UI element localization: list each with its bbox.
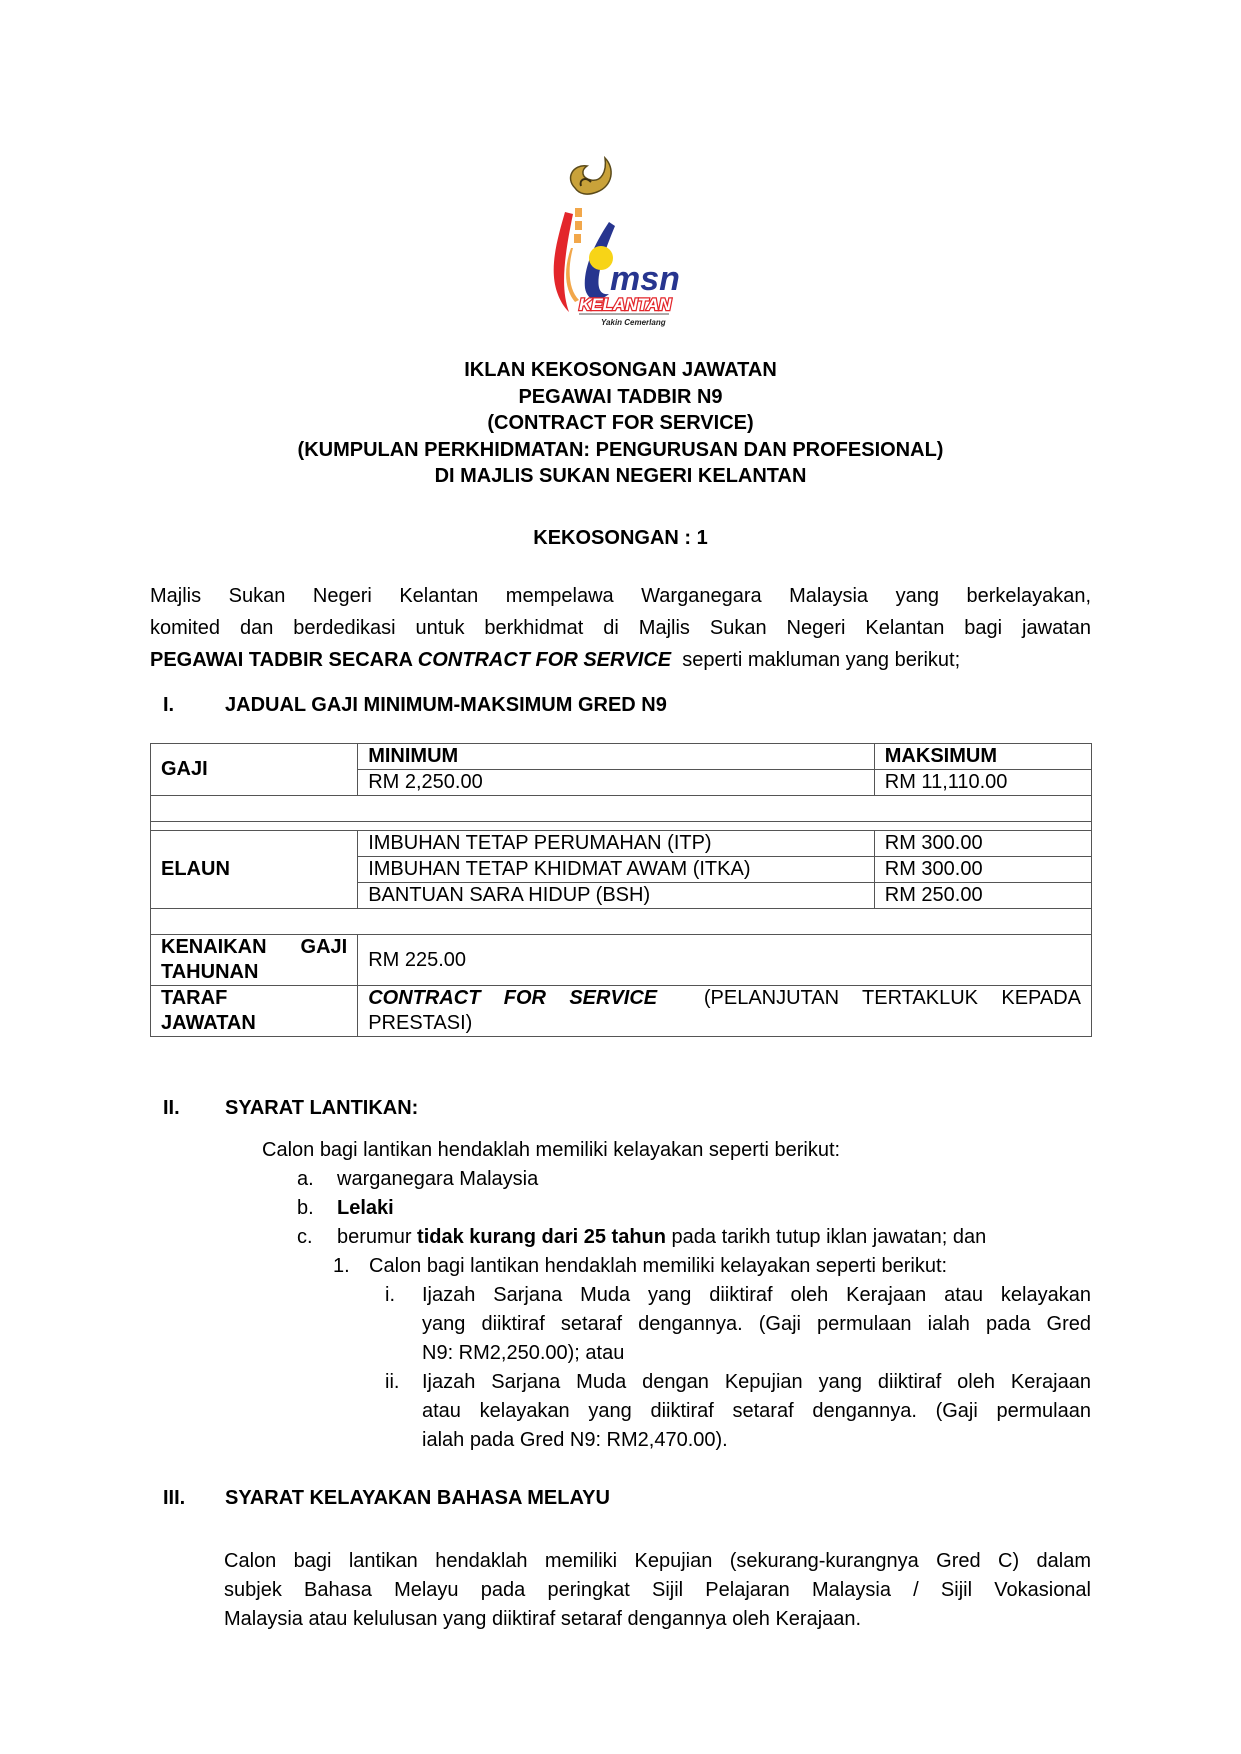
min-value: RM 2,250.00 <box>358 770 875 796</box>
elaun-name: IMBUHAN TETAP PERUMAHAN (ITP) <box>358 831 875 857</box>
taraf-label: TARAF JAWATAN <box>151 986 358 1037</box>
elaun-name: BANTUAN SARA HIDUP (BSH) <box>358 883 875 909</box>
list-item: i. <box>385 1284 395 1306</box>
taraf-value: CONTRACT FOR SERVICE (PELANJUTAN TERTAKLUK KEPADA PRESTASI) <box>358 986 1092 1037</box>
section-title: SYARAT KELAYAKAN BAHASA MELAYU <box>225 1487 610 1509</box>
gaji-label: GAJI <box>151 744 358 796</box>
section-number: III. <box>163 1487 186 1509</box>
list-item: ii. <box>385 1371 400 1393</box>
elaun-value: RM 300.00 <box>874 831 1091 857</box>
intro-bold-italic-text: CONTRACT FOR SERVICE <box>417 649 672 671</box>
intro-line: komited dan berdedikasi untuk berkhidmat di Majlis Sukan Negeri Kelantan bagi jawatan <box>150 617 1091 639</box>
elaun-label: ELAUN <box>151 831 358 909</box>
paragraph-line: Malaysia atau kelulusan yang diiktiraf setaraf dengannya oleh Kerajaan. <box>224 1608 862 1630</box>
max-value: RM 11,110.00 <box>874 770 1091 796</box>
section-title: SYARAT LANTIKAN: <box>225 1097 419 1119</box>
title-line: (KUMPULAN PERKHIDMATAN: PENGURUSAN DAN PROFESIONAL) <box>297 438 944 461</box>
title-line: (CONTRACT FOR SERVICE) <box>487 412 754 434</box>
kenaikan-value: RM 225.00 <box>358 935 1092 986</box>
list-item: b. Lelaki <box>297 1197 394 1219</box>
intro-line: Majlis Sukan Negeri Kelantan mempelawa Warganegara Malaysia yang berkelayakan, <box>150 585 1091 607</box>
list-item: c. berumur tidak kurang dari 25 tahun pada tarikh tutup iklan jawatan; dan <box>297 1226 987 1248</box>
logo-tagline: Yakin Cemerlang <box>601 318 666 327</box>
logo-state: KELANTAN <box>579 295 672 314</box>
section-number: I. <box>163 694 175 716</box>
elaun-value: RM 300.00 <box>874 857 1091 883</box>
elaun-name: IMBUHAN TETAP KHIDMAT AWAM (ITKA) <box>358 857 875 883</box>
title-line: IKLAN KEKOSONGAN JAWATAN <box>464 359 777 381</box>
list-item: a. warganegara Malaysia <box>297 1168 539 1190</box>
title-line: DI MAJLIS SUKAN NEGERI KELANTAN <box>434 465 807 487</box>
qualification-text: Ijazah Sarjana Muda yang diiktiraf oleh Kerajaan atau kelayakan yang diiktiraf setaraf dengannya. (Gaji permulaan ialah pada Gred N9: RM2,250.00); atau <box>422 1284 1091 1364</box>
syarat-intro: Calon bagi lantikan hendaklah memiliki kelayakan seperti berikut: <box>262 1139 841 1161</box>
section-number: II. <box>163 1097 180 1119</box>
min-header: MINIMUM <box>358 744 875 770</box>
logo-wordmark: msn <box>610 260 680 298</box>
elaun-value: RM 250.00 <box>874 883 1091 909</box>
kenaikan-label: KENAIKAN GAJI TAHUNAN <box>151 935 358 986</box>
section-heading-3 <box>163 1485 610 1511</box>
intro-rest-text: seperti makluman yang berikut; <box>671 649 961 671</box>
list-item: 1. Calon bagi lantikan hendaklah memiliki kelayakan seperti berikut: <box>333 1255 948 1277</box>
title-line: PEGAWAI TADBIR N9 <box>518 385 723 408</box>
qualification-text: Ijazah Sarjana Muda dengan Kepujian yang diiktiraf oleh Kerajaan atau kelayakan yang diiktiraf setaraf dengannya. (Gaji permulaan ialah pada Gred N9: RM2,470.00). <box>422 1371 1091 1451</box>
paragraph-line: subjek Bahasa Melayu pada peringkat Sijil Pelajaran Malaysia / Sijil Vokasional <box>224 1579 1091 1601</box>
section-title: JADUAL GAJI MINIMUM-MAKSIMUM GRED N9 <box>225 694 667 716</box>
paragraph-line: Calon bagi lantikan hendaklah memiliki Kepujian (sekurang-kurangnya Gred C) dalam <box>224 1550 1091 1572</box>
intro-bold-text: PEGAWAI TADBIR SECARA <box>150 649 418 671</box>
vacancy-count: KEKOSONGAN : 1 <box>533 527 708 549</box>
bahasa-melayu-paragraph <box>224 1547 1091 1634</box>
max-header: MAKSIMUM <box>874 744 1091 770</box>
